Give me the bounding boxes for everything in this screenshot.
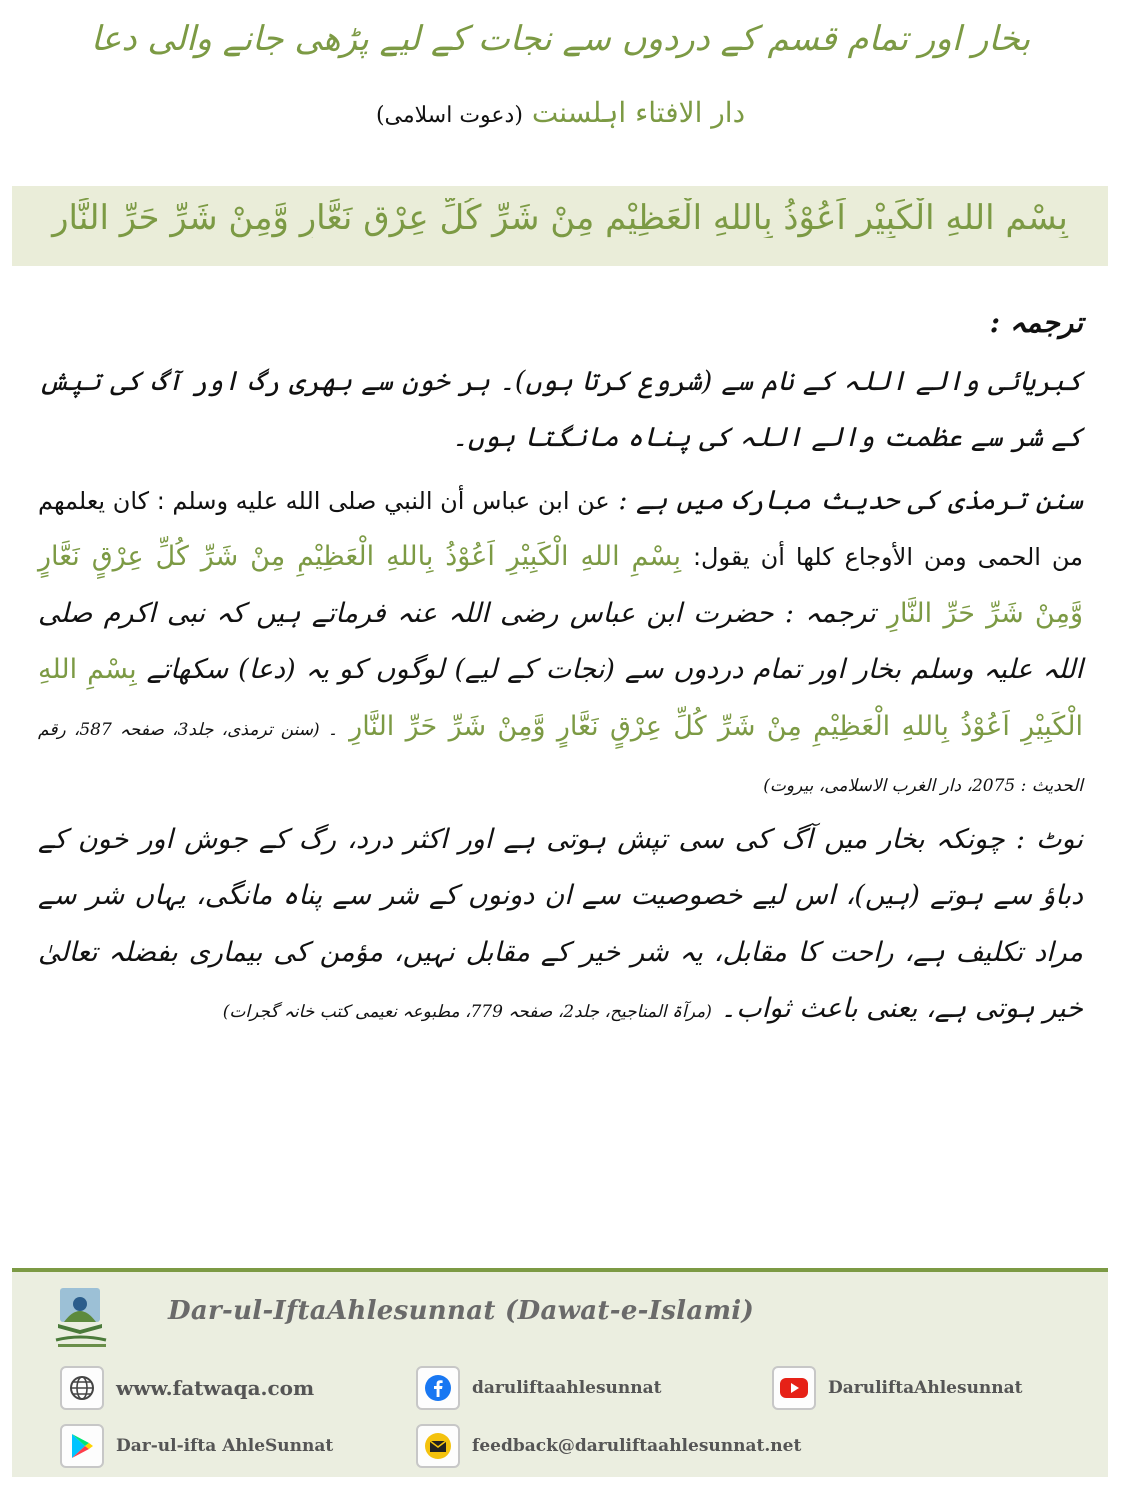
hadith-dua: بِسْمِ اللهِ الْكَبِيْرِ اَعُوْذُ بِاللهِ الْعَظِيْمِ مِنْ شَرِّ كُلِّ عِرْقٍ نَعَّارٍ وَّمِنْ شَرِّ حَرِّ النَّارِ	[38, 541, 1083, 629]
subtitle-paren: (دعوت اسلامی)	[375, 103, 523, 128]
website-link[interactable]	[60, 1366, 314, 1410]
play-store-icon	[60, 1424, 104, 1468]
translation-text: کبریائی والے اللہ کے نام سے (شروع کرتا ہوں)۔ ہر خون سے بھری رگ اور آگ کی تپش کے شر سے عظمت والے اللہ کی پناہ مانگتا ہوں۔	[38, 365, 1083, 453]
article-body	[38, 295, 1083, 1038]
page-title: بخار اور تمام قسم کے دردوں سے نجات کے لیے پڑھی جانے والی دعا	[90, 19, 1031, 59]
hadith-reference: ۔ (سنن ترمذی، جلد3، صفحہ 587، رقم الحدیث : 2075، دار الغرب الاسلامی، بیروت)	[38, 719, 1083, 796]
playstore-label: Dar-ul-ifta AhleSunnat	[116, 1436, 334, 1456]
youtube-icon	[772, 1366, 816, 1410]
note-paragraph	[38, 812, 1083, 1038]
facebook-icon	[416, 1366, 460, 1410]
hadith-paragraph	[38, 473, 1083, 812]
dua-banner	[12, 186, 1108, 266]
note-reference: (مرآۃ المناجیح، جلد2، صفحہ 779، مطبوعہ نعیمی کتب خانہ گجرات)	[222, 1002, 712, 1022]
facebook-link[interactable]	[416, 1366, 661, 1410]
facebook-label: daruliftaahlesunnat	[472, 1378, 662, 1398]
page-subtitle	[40, 96, 1081, 129]
hadith-translation-dua: بِسْمِ اللهِ الْكَبِيْرِ اَعُوْذُ بِاللهِ الْعَظِيْمِ مِنْ شَرِّ كُلِّ عِرْقٍ نَعَّارٍ وَّمِنْ شَرِّ حَرِّ النَّارِ	[38, 654, 1084, 742]
playstore-link[interactable]	[60, 1424, 333, 1468]
translation-heading: ترجمہ :	[989, 306, 1083, 339]
note-text: نوٹ : چونکہ بخار میں آگ کی سی تپش ہوتی ہے اور اکثر درد، رگ کے جوش اور خون کے دباؤ سے ہوتے (ہیں)، اس لیے خصوصیت سے ان دونوں کے شر سے پناہ مانگی، یہاں شر سے مراد تکلیف ہے، راحت کا مقابل، یہ شر خیر کے مقابل نہیں، مؤمن کی بیماری بفضلہ تعالیٰ خیر ہوتی ہے، یعنی باعث ثواب۔	[38, 823, 1083, 1024]
hadith-intro: سنن ترمذی کی حدیث مبارک میں ہے :	[618, 484, 1083, 516]
subtitle-main: دار الافتاء اہلسنت	[531, 96, 746, 129]
logo-icon	[50, 1282, 150, 1352]
website-label: www.fatwaqa.com	[116, 1376, 315, 1400]
dua-text: بِسْمِ اللهِ الْكَبِيْرِ اَعُوْذُ بِاللهِ الْعَظِيْمِ مِنْ شَرِّ كُلِّ عِرْقٍ نَعَّارٍ وَّمِنْ شَرِّ حَرِّ النَّارِ	[52, 198, 1068, 238]
globe-icon	[60, 1366, 104, 1410]
hadith-arabic: عن ابن عباس أن النبي صلى الله عليه وسلم : كان يعلمهم من الحمى ومن الأوجاع كلها أن يقول:	[37, 486, 1083, 571]
brand-name: Dar-ul-IftaAhlesunnat (Dawat-e-Islami)	[168, 1296, 755, 1326]
hadith-translation: ترجمہ : حضرت ابن عباس رضی اللہ عنہ فرماتے ہیں کہ نبی اکرم صلی اللہ علیہ وسلم بخار اور تمام دردوں سے (نجات کے لیے) لوگوں کو یہ (دعا) سکھاتے	[38, 597, 1083, 685]
youtube-link[interactable]	[772, 1366, 1023, 1410]
footer	[12, 1272, 1108, 1477]
youtube-label: DaruliftaAhlesunnat	[828, 1378, 1023, 1398]
email-icon	[416, 1424, 460, 1468]
email-label: feedback@daruliftaahlesunnat.net	[472, 1436, 802, 1456]
email-link[interactable]	[416, 1424, 801, 1468]
